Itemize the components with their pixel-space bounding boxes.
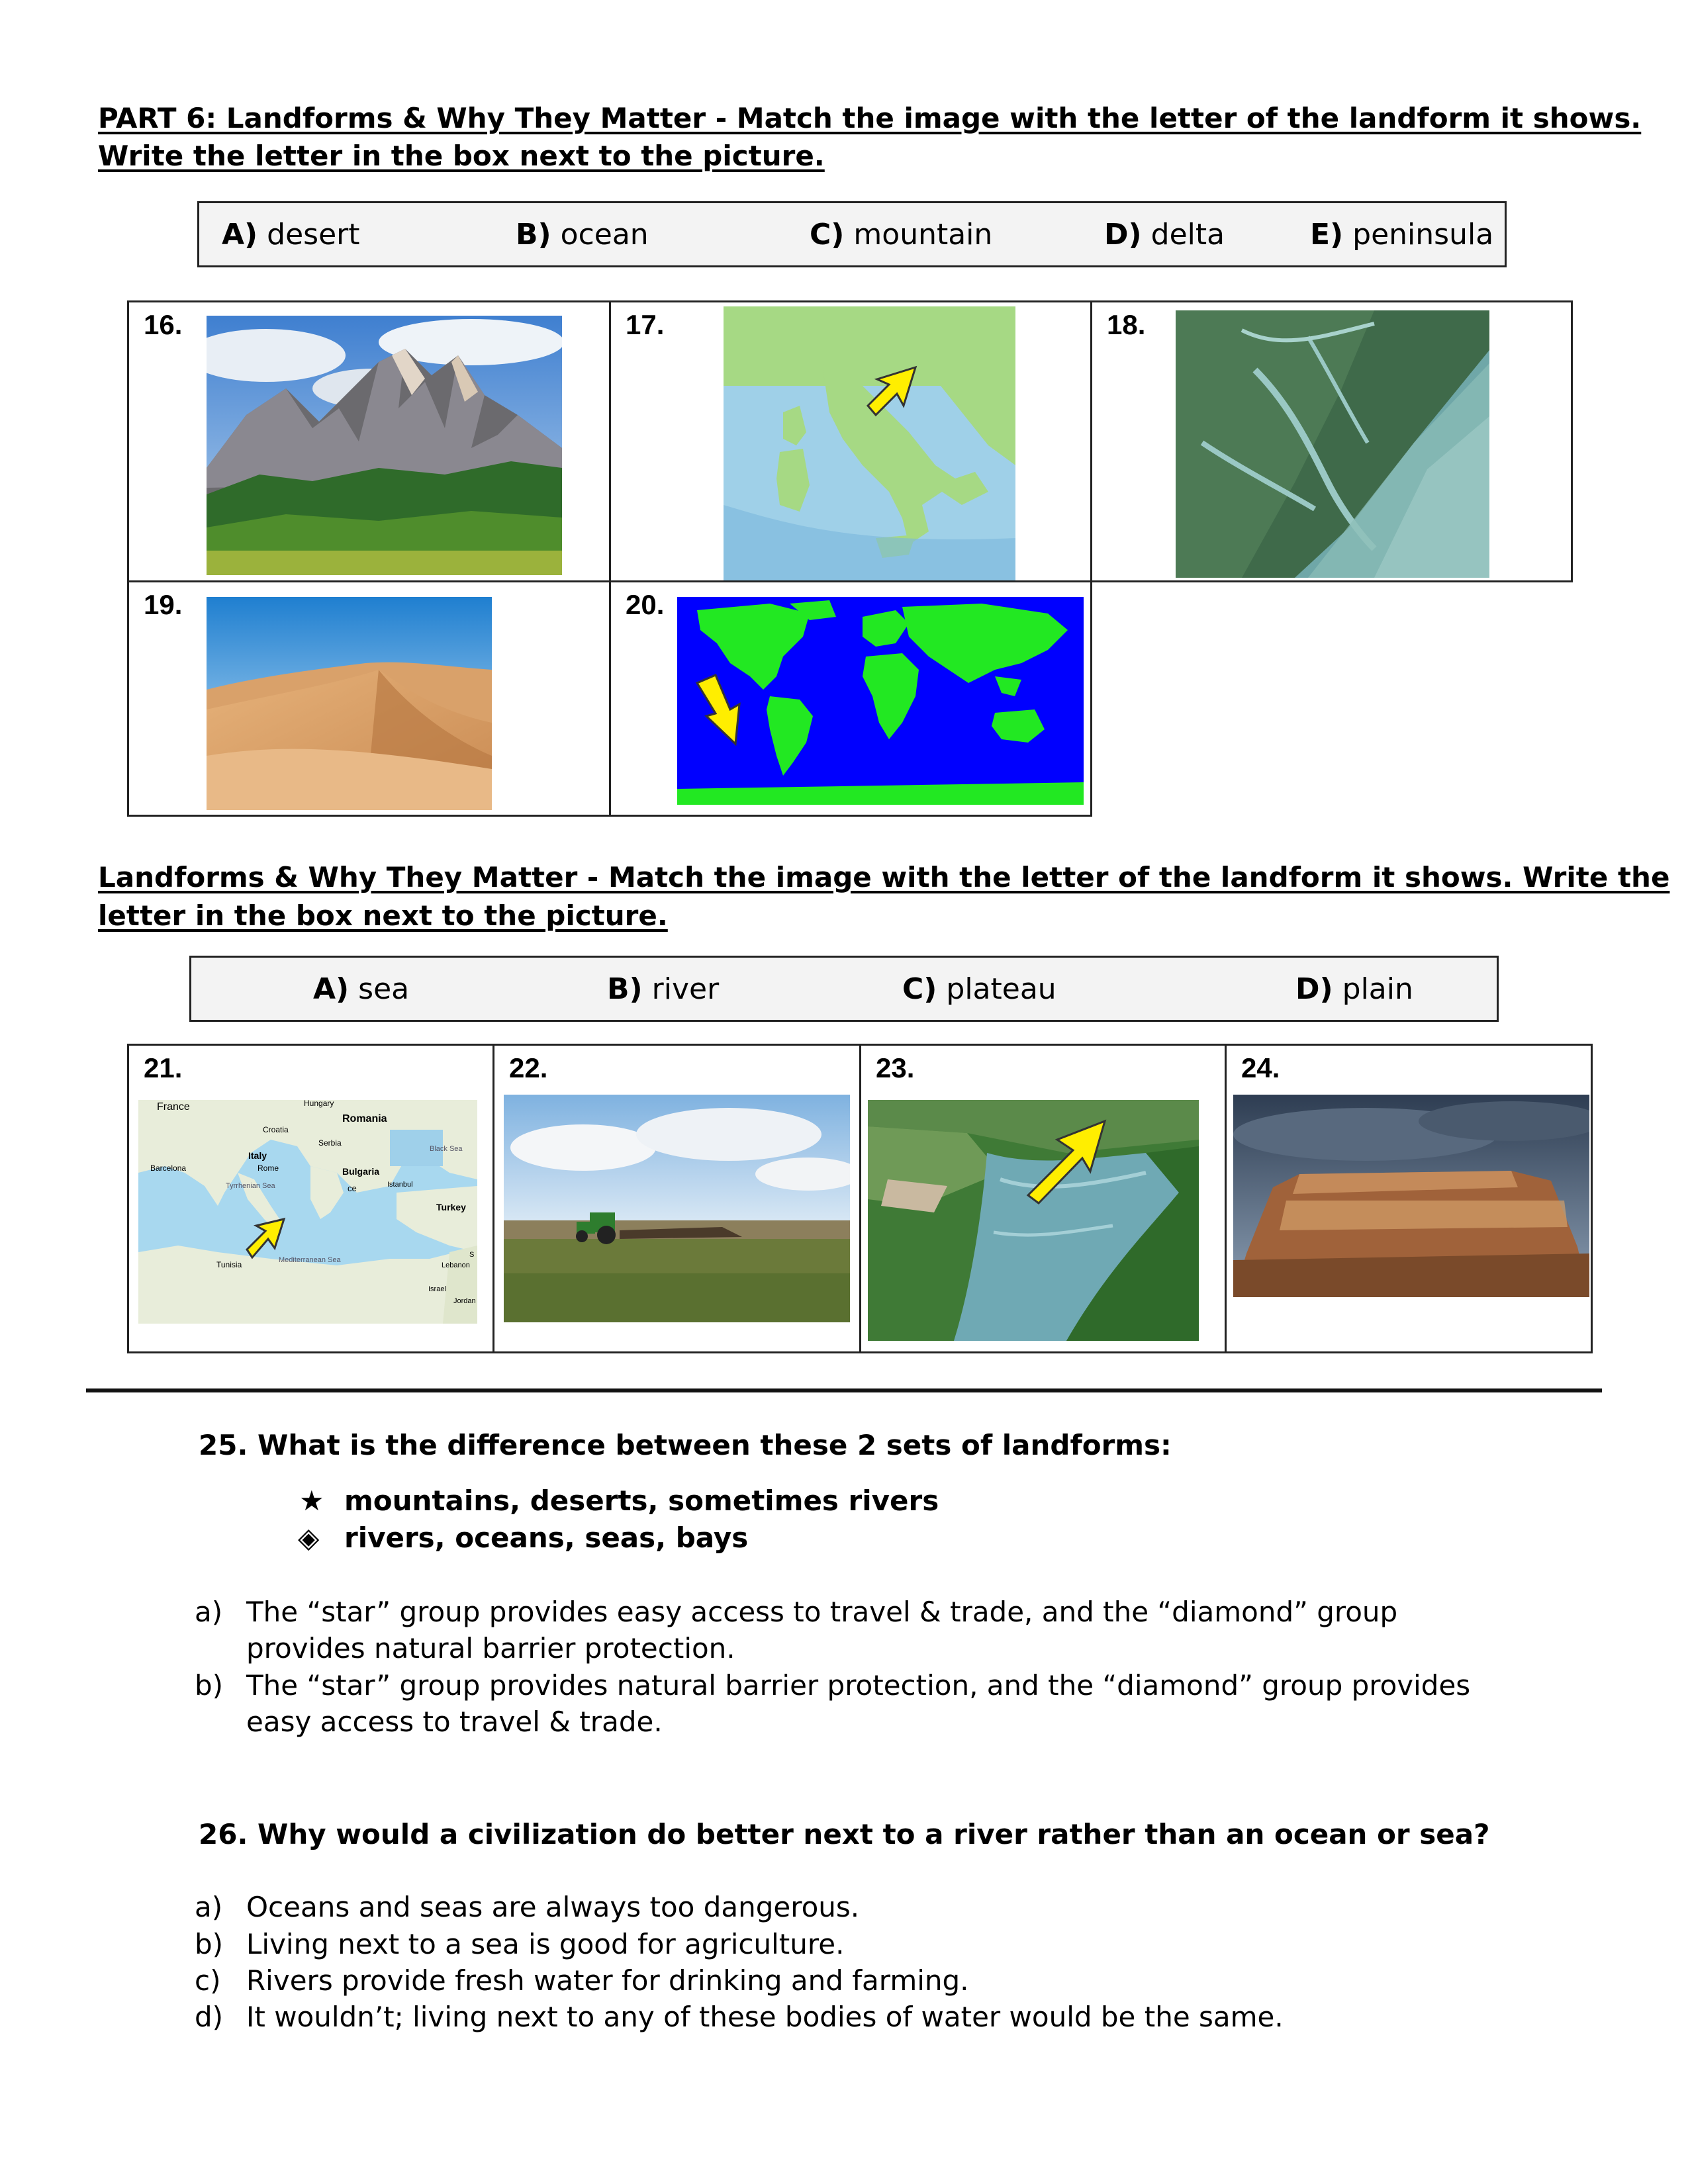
option-text-line2: provides natural barrier protection. [246,1632,735,1664]
item-number: 22. [509,1052,548,1083]
river-valley-photo-with-arrow [868,1100,1199,1341]
key-plateau: C) plateau [902,972,1056,1006]
map-label: Mediterranean Sea [279,1256,341,1264]
map-label: Israel [428,1285,446,1293]
item-23-cell [859,1044,1227,1353]
map-label: Croatia [263,1125,289,1134]
q26-option-d[interactable] [195,1999,1585,2036]
q26-option-a[interactable] [195,1889,1585,1926]
key-desert: A) desert [222,218,360,251]
item-20-cell [609,580,1092,817]
map-label: Lebanon [442,1261,470,1269]
option-letter: a) [195,1891,223,1923]
option-text-line1: The “star” group provides natural barrier protection, and the “diamond” group provides [246,1669,1471,1702]
part7-heading-line1: Landforms & Why They Matter - Match the image with the letter of the landform it shows. Write the [98,861,1670,893]
map-label: Rome [258,1163,279,1173]
option-letter: c) [195,1964,221,1997]
map-label: Hungary [304,1100,334,1108]
mountain-photo [207,316,562,575]
q26-question: 26. Why would a civilization do better next to a river rather than an ocean or sea? [199,1818,1490,1850]
map-label: ce [348,1183,357,1193]
key-mountain: C) mountain [810,218,993,251]
item-18-cell [1090,300,1573,582]
italy-map-with-arrow [724,306,1015,580]
map-label: Turkey [436,1202,466,1212]
item-16-cell [127,300,611,582]
option-text: It wouldn’t; living next to any of these bodies of water would be the same. [246,2001,1284,2033]
item-22-cell [492,1044,861,1353]
delta-aerial-photo [1176,310,1489,578]
q25-question: 25. What is the difference between these 2 sets of landforms: [199,1429,1172,1461]
part6-answer-key [197,201,1507,267]
part6-heading-line2: Write the letter in the box next to the picture. [98,140,825,172]
option-text-line2: easy access to travel & trade. [246,1706,663,1738]
option-letter: d) [195,2001,224,2033]
key-peninsula: E) peninsula [1310,218,1494,251]
desert-dunes-photo [207,597,492,810]
item-number: 16. [144,309,183,340]
map-label: Tunisia [216,1260,242,1269]
map-label: Black Sea [430,1145,463,1153]
diamond-group-text: rivers, oceans, seas, bays [344,1522,749,1554]
key-ocean: B) ocean [516,218,649,251]
item-number: 17. [626,309,665,340]
item-21-cell [127,1044,494,1353]
part6-heading-line1: PART 6: Landforms & Why They Matter - Match the image with the letter of the landform it shows. [98,102,1642,134]
plateau-mesa-photo [1233,1095,1589,1297]
map-label: Jordan [453,1297,476,1305]
diamond-icon: ◈ [298,1522,320,1554]
option-text: Oceans and seas are always too dangerous. [246,1891,860,1923]
option-letter: a) [195,1596,223,1628]
item-number: 19. [144,589,183,620]
map-label: Italy [248,1150,267,1161]
key-sea: A) sea [313,972,410,1006]
map-label: Romania [342,1113,387,1124]
q25-option-a[interactable] [195,1594,1585,1668]
q26-option-b[interactable] [195,1926,1585,1963]
map-label: S [469,1251,475,1259]
item-19-cell [127,580,611,817]
map-label: France [157,1101,190,1113]
option-letter: b) [195,1928,224,1960]
key-river: B) river [607,972,720,1006]
star-group-text: mountains, deserts, sometimes rivers [344,1484,939,1517]
item-number: 20. [626,589,665,620]
map-label: Serbia [318,1138,342,1148]
world-map-with-arrow [677,597,1084,805]
map-label: Bulgaria [342,1166,380,1177]
key-delta: D) delta [1104,218,1225,251]
option-text: Rivers provide fresh water for drinking and farming. [246,1964,969,1997]
mediterranean-map-with-arrow [138,1100,477,1324]
q25-option-b[interactable] [195,1667,1585,1741]
tractor-plain-photo [504,1095,850,1322]
item-number: 24. [1241,1052,1280,1083]
item-number: 21. [144,1052,183,1083]
item-number: 18. [1107,309,1146,340]
map-label: Tyrrhenian Sea [226,1182,275,1190]
star-icon: ★ [299,1484,324,1517]
option-text: Living next to a sea is good for agriculture. [246,1928,845,1960]
item-24-cell [1225,1044,1593,1353]
option-text-line1: The “star” group provides easy access to travel & trade, and the “diamond” group [246,1596,1398,1628]
q26-option-c[interactable] [195,1962,1585,1999]
map-label: Istanbul [387,1181,413,1189]
section-divider [86,1388,1602,1392]
part7-answer-key [189,956,1499,1022]
map-label: Barcelona [150,1163,187,1173]
item-17-cell [609,300,1092,582]
part7-heading-line2: letter in the box next to the picture. [98,899,668,932]
option-letter: b) [195,1669,224,1702]
item-number: 23. [876,1052,915,1083]
key-plain: D) plain [1295,972,1413,1006]
